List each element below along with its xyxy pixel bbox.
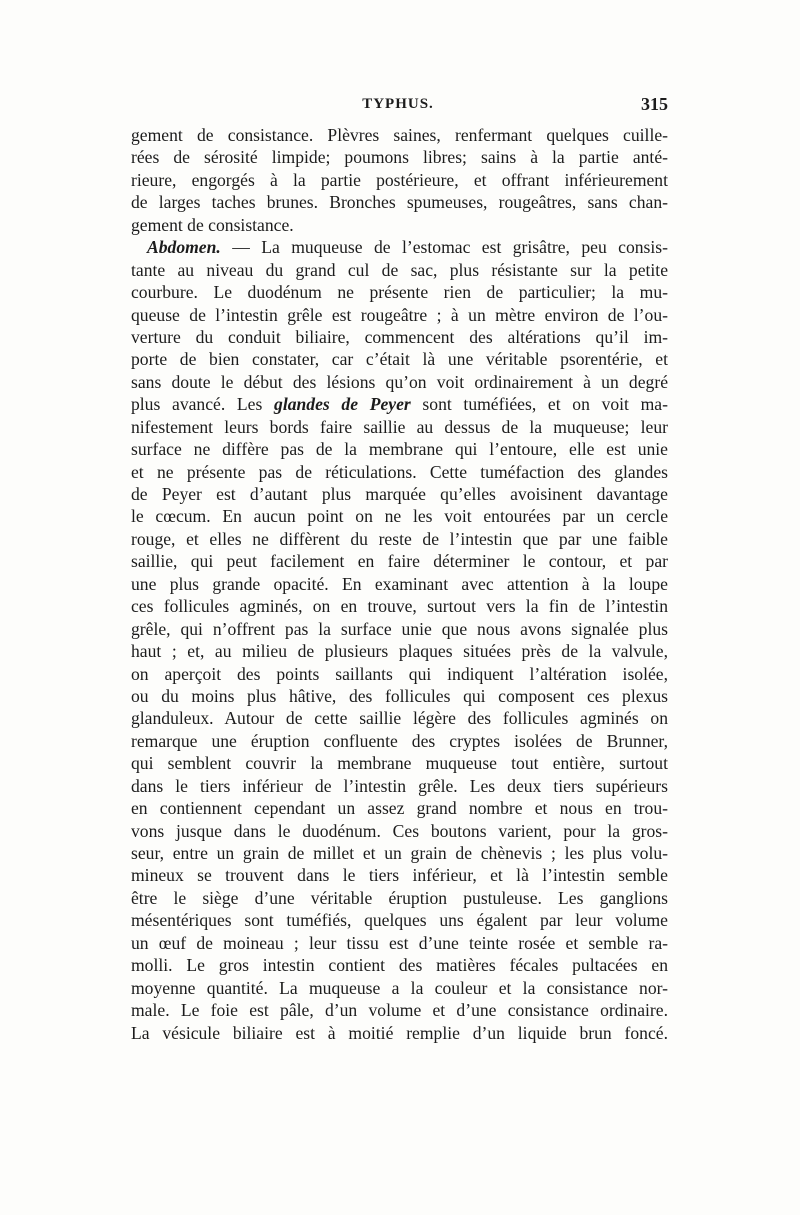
text-segment: gement de consistance. <box>131 214 294 235</box>
text-line <box>131 438 668 460</box>
text-line <box>131 954 668 976</box>
text-segment: saillie, qui peut facilement en faire déterminer le contour, et par <box>131 551 668 572</box>
text-segment: verture du conduit biliaire, commencent des altérations qu’il im- <box>131 326 668 347</box>
text-line <box>131 977 668 999</box>
text-segment: en contiennent cependant un assez grand nombre et nous en trou- <box>131 798 668 819</box>
text-line <box>131 483 668 505</box>
text-segment: molli. Le gros intestin contient des matières fécales pultacées en <box>131 955 668 976</box>
text-line <box>131 864 668 886</box>
text-segment: rieure, engorgés à la partie postérieure, et offrant inférieurement <box>131 169 668 190</box>
text-segment: être le siège d’une véritable éruption pustuleuse. Les ganglions <box>131 887 668 908</box>
text-segment: surface ne diffère pas de la membrane qui l’entoure, elle est unie <box>131 439 668 460</box>
text-line <box>131 304 668 326</box>
text-segment: porte de bien constater, car c’était là une véritable psorentérie, et <box>131 349 668 370</box>
page-number: 315 <box>641 94 668 114</box>
text-line <box>131 775 668 797</box>
text-segment: queuse de l’intestin grêle est rougeâtre ; à un mètre environ de l’ou- <box>131 304 668 325</box>
text-segment: une plus grande opacité. En examinant avec attention à la loupe <box>131 573 668 594</box>
text-line <box>131 752 668 774</box>
text-line <box>131 618 668 640</box>
text-segment: — La muqueuse de l’estomac est grisâtre, peu consis- <box>220 237 668 258</box>
text-line <box>131 1022 668 1044</box>
text-segment: dans le tiers inférieur de l’intestin grêle. Les deux tiers supérieurs <box>131 775 668 796</box>
italic-phrase: glandes de Peyer <box>274 394 411 415</box>
text-segment: La vésicule biliaire est à moitié remplie d’un liquide brun foncé. <box>131 1022 668 1043</box>
text-line <box>131 707 668 729</box>
text-line <box>131 573 668 595</box>
text-segment: de larges taches brunes. Bronches spumeuses, rougeâtres, sans chan- <box>131 192 668 213</box>
text-line <box>131 887 668 909</box>
text-segment: de Peyer est d’autant plus marquée qu’elles avoisinent davantage <box>131 484 668 504</box>
text-segment: ces follicules agminés, on en trouve, surtout vers la fin de l’intestin <box>131 596 668 617</box>
text-segment: nifestement leurs bords faire saillie au dessus de la muqueuse; leur <box>131 416 668 437</box>
text-segment: tante au niveau du grand cul de sac, plus résistante sur la petite <box>131 259 668 280</box>
running-head <box>128 96 668 120</box>
text-line <box>131 326 668 348</box>
text-segment: mésentériques sont tuméfiés, quelques uns égalent par leur volume <box>131 910 668 931</box>
text-line <box>131 191 668 213</box>
text-line <box>131 461 668 483</box>
text-line <box>131 348 668 370</box>
text-line <box>131 730 668 752</box>
running-title: TYPHUS. <box>362 96 434 112</box>
body-text <box>131 124 668 1044</box>
text-line <box>131 820 668 842</box>
text-line <box>131 124 668 146</box>
text-line <box>131 169 668 191</box>
text-segment: le cœcum. En aucun point on ne les voit entourées par un cercle <box>131 506 668 527</box>
text-segment: un œuf de moineau ; leur tissu est d’une teinte rosée et semble ra- <box>131 932 668 953</box>
text-line <box>131 146 668 168</box>
text-segment: courbure. Le duodénum ne présente rien de particulier; la mu- <box>131 282 668 303</box>
text-segment: grêle, qui n’offrent pas la surface unie que nous avons signalée plus <box>131 618 668 639</box>
text-segment: remarque une éruption confluente des cryptes isolées de Brunner, <box>131 730 668 751</box>
text-segment: qui semblent couvrir la membrane muqueuse tout entière, surtout <box>131 753 668 774</box>
text-segment: male. Le foie est pâle, d’un volume et d’une consistance ordinaire. <box>131 1000 668 1021</box>
text-segment: moyenne quantité. La muqueuse a la couleur et la consistance nor- <box>131 977 668 998</box>
text-segment: haut ; et, au milieu de plusieurs plaques situées près de la valvule, <box>131 641 668 662</box>
text-line <box>131 999 668 1021</box>
text-line <box>131 528 668 550</box>
text-segment: sans doute le début des lésions qu’on voit ordinairement à un degré <box>131 371 668 392</box>
text-line <box>131 909 668 931</box>
text-line <box>131 259 668 281</box>
text-line <box>131 214 668 236</box>
text-line <box>131 371 668 393</box>
text-segment: et ne présente pas de réticulations. Cette tuméfaction des glandes <box>131 461 668 482</box>
text-segment: mineux se trouvent dans le tiers inférieur, et là l’intestin semble <box>131 865 668 886</box>
text-line <box>131 416 668 438</box>
text-line <box>131 393 668 415</box>
text-line <box>131 842 668 864</box>
text-segment: sont tuméfiées, et on voit ma- <box>410 394 668 415</box>
text-segment: plus avancé. Les <box>131 394 275 415</box>
text-segment: ou du moins plus hâtive, des follicules qui composent ces plexus <box>131 685 668 706</box>
text-line <box>131 505 668 527</box>
text-line <box>131 640 668 662</box>
text-line <box>131 685 668 707</box>
text-line <box>131 932 668 954</box>
text-segment: seur, entre un grain de millet et un grain de chènevis ; les plus volu- <box>131 843 668 863</box>
text-line <box>131 595 668 617</box>
italic-phrase: Abdomen. <box>147 237 221 258</box>
text-line <box>131 550 668 572</box>
text-line <box>131 281 668 303</box>
text-segment: gement de consistance. Plèvres saines, renfermant quelques cuille- <box>131 125 668 145</box>
text-segment: vons jusque dans le duodénum. Ces boutons varient, pour la gros- <box>131 820 668 841</box>
text-segment: glanduleux. Autour de cette saillie légère des follicules agminés on <box>131 708 668 729</box>
text-segment: on aperçoit des points saillants qui indiquent l’altération isolée, <box>131 663 668 684</box>
text-segment: rées de sérosité limpide; poumons libres; sains à la partie anté- <box>131 147 668 168</box>
text-segment: rouge, et elles ne diffèrent du reste de l’intestin que par une faible <box>131 528 668 549</box>
text-line <box>131 236 668 258</box>
text-line <box>131 797 668 819</box>
text-line <box>131 663 668 685</box>
